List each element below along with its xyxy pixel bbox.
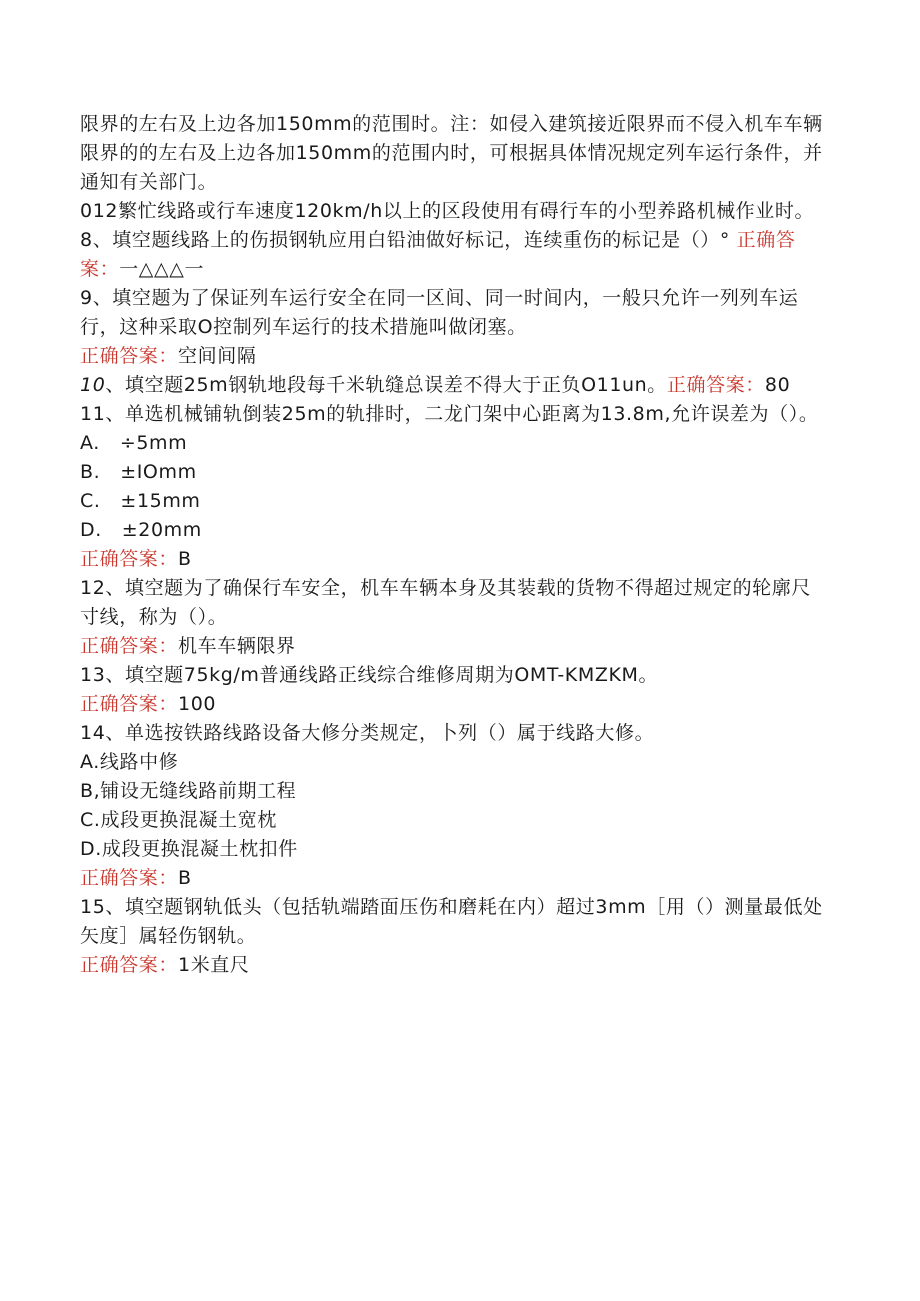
answer-value: 一△△△一 xyxy=(119,258,205,280)
question-14-option-c: C.成段更换混凝土宽枕 xyxy=(80,809,277,831)
question-14-option-d: D.成段更换混凝土枕扣件 xyxy=(80,838,298,860)
answer-value: B xyxy=(178,548,192,570)
question-14-option-b: B,铺设无缝线路前期工程 xyxy=(80,780,297,802)
question-14-answer xyxy=(80,864,192,893)
intro-line-3: 通知有关部门。 xyxy=(80,171,218,193)
question-9-line-1: 9、填空题为了保证列车运行安全在同一区间、同一时间内，一般只允许一列列车运 xyxy=(80,287,799,309)
question-10 xyxy=(80,371,790,400)
question-12-line-1: 12、填空题为了确保行车安全，机车车辆本身及其装载的货物不得超过规定的轮廓尺 xyxy=(80,577,811,599)
answer-label: 正确答案： xyxy=(80,548,179,570)
answer-value: 1米直尺 xyxy=(178,954,250,976)
answer-label-part-1: 正确答 xyxy=(736,229,796,251)
question-9-answer xyxy=(80,342,256,371)
answer-value: 100 xyxy=(178,693,217,715)
question-10-number: 10 xyxy=(80,374,106,396)
question-15-answer xyxy=(80,951,250,980)
answer-label-part-2: 案： xyxy=(80,258,120,280)
answer-value: 机车车辆限界 xyxy=(178,635,296,657)
question-8-answer xyxy=(80,255,204,284)
question-8-text: 8、填空题线路上的伤损钢轨应用白铅油做好标记，连续重伤的标记是（）° xyxy=(80,229,730,251)
question-9-line-2: 行，这种采取O控制列车运行的技术措施叫做闭塞。 xyxy=(80,316,527,338)
question-11-text: 11、单选机械铺轨倒装25m的轨排时，二龙门架中心距离为13.8m,允许误差为（）。 xyxy=(80,403,819,425)
answer-label: 正确答案： xyxy=(80,345,179,367)
intro-line-4: 012繁忙线路或行车速度120km/h以上的区段使用有碍行车的小型养路机械作业时。 xyxy=(80,200,815,222)
question-13-text: 13、填空题75kg/m普通线路正线综合维修周期为OMT-KMZKM。 xyxy=(80,664,659,686)
question-11-option-a: A. ÷5mm xyxy=(80,432,188,454)
answer-label: 正确答案： xyxy=(80,635,179,657)
question-10-text: 、填空题25m钢轨地段每千米轨缝总误差不得大于正负O11un。 xyxy=(105,374,667,396)
question-15-line-2: 矢度］属轻伤钢轨。 xyxy=(80,925,257,947)
question-15-line-1: 15、填空题钢轨低头（包括轨端踏面压伤和磨耗在内）超过3mm［用（）测量最低处 xyxy=(80,896,823,918)
answer-label: 正确答案： xyxy=(80,693,179,715)
question-12-line-2: 寸线，称为（）。 xyxy=(80,606,228,628)
answer-label: 正确答案： xyxy=(80,867,179,889)
question-11-answer xyxy=(80,545,192,574)
question-8 xyxy=(80,226,795,255)
answer-value: B xyxy=(178,867,192,889)
intro-line-1: 限界的左右及上边各加150mm的范围时。注：如侵入建筑接近限界而不侵入机车车辆 xyxy=(80,113,823,135)
question-13-answer xyxy=(80,690,216,719)
question-11-option-d: D. ±20mm xyxy=(80,519,202,541)
answer-label: 正确答案： xyxy=(80,954,179,976)
question-11-option-c: C. ±15mm xyxy=(80,490,201,512)
answer-value: 空间间隔 xyxy=(178,345,257,367)
answer-value: 80 xyxy=(764,374,791,396)
question-11-option-b: B. ±IOmm xyxy=(80,461,197,483)
question-14-option-a: A.线路中修 xyxy=(80,751,179,773)
question-12-answer xyxy=(80,632,296,661)
answer-label: 正确答案： xyxy=(666,374,765,396)
intro-line-2: 限界的的左右及上边各加150mm的范围内时，可根据具体情况规定列车运行条件，并 xyxy=(80,142,823,164)
question-14-text: 14、单选按铁路线路设备大修分类规定，卜列（）属于线路大修。 xyxy=(80,722,655,744)
